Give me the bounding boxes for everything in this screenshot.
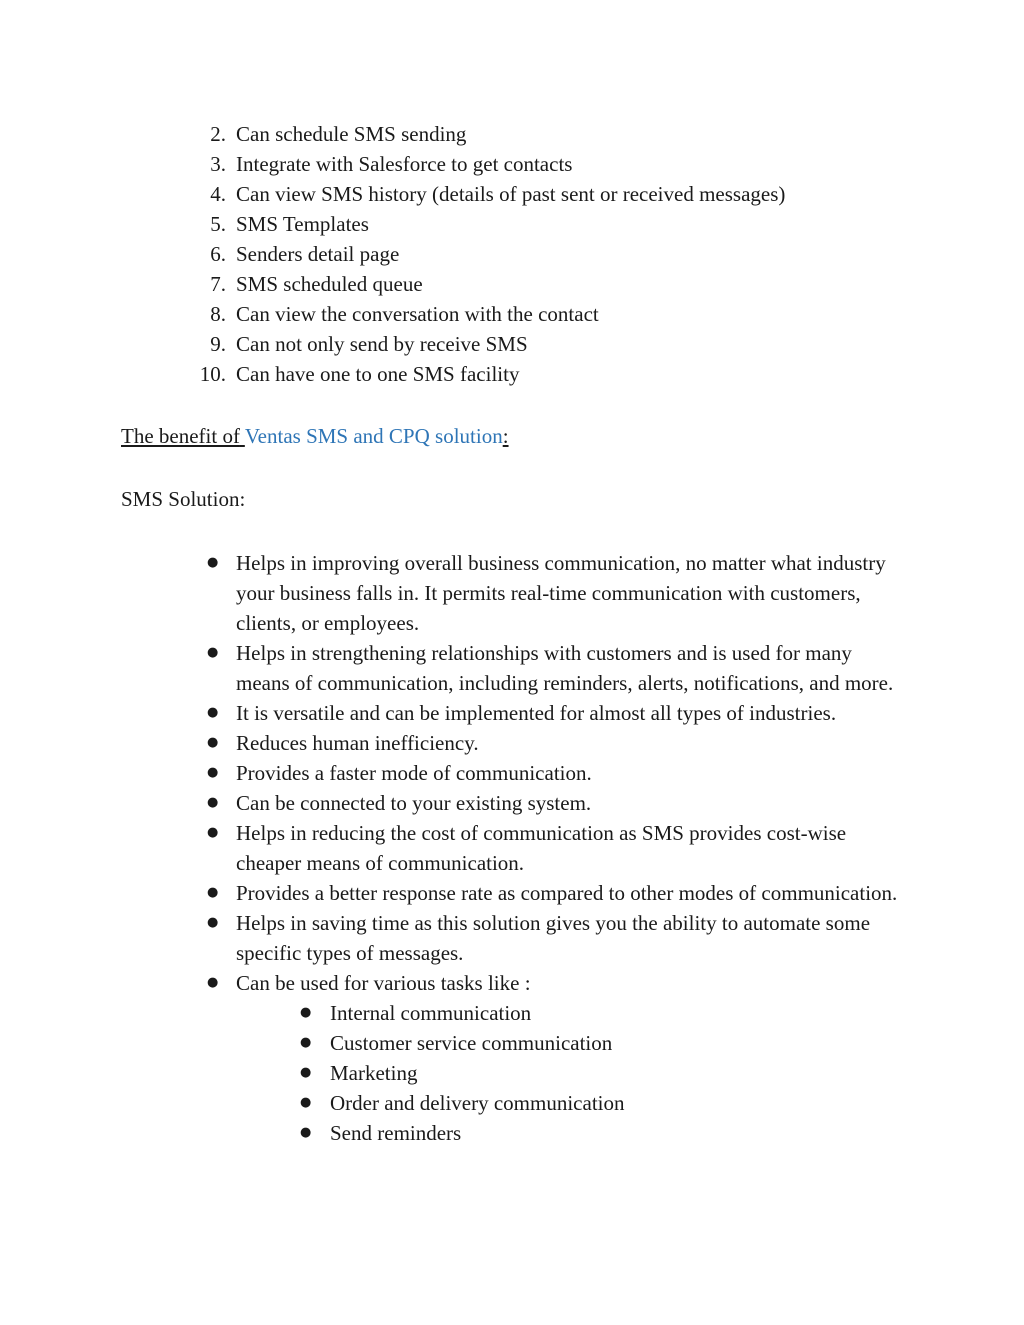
- bullet-icon: ●: [300, 1065, 312, 1080]
- list-item: [0, 149, 1024, 179]
- list-item-text: Helps in improving overall business communication, no matter what industry your business falls in. It permits real-time communication with customers, clients, or employees.: [236, 551, 886, 635]
- bullet-icon: ●: [207, 795, 219, 810]
- list-number: 9.: [210, 332, 226, 356]
- list-item: [0, 698, 1024, 728]
- list-number: 7.: [210, 272, 226, 296]
- list-item: [0, 968, 1024, 1148]
- bullet-icon: ●: [207, 885, 219, 900]
- list-item: [0, 119, 1024, 149]
- list-item-text: Senders detail page: [236, 242, 400, 266]
- bullet-icon: ●: [300, 1095, 312, 1110]
- list-item-text: Can be used for various tasks like :: [236, 971, 531, 995]
- list-item-text: Can not only send by receive SMS: [236, 332, 528, 356]
- list-item-text: Reduces human inefficiency.: [236, 731, 479, 755]
- list-item: [0, 239, 1024, 269]
- list-item: [0, 1088, 904, 1118]
- bullet-icon: ●: [300, 1005, 312, 1020]
- bullet-icon: ●: [207, 555, 219, 570]
- bullet-icon: ●: [300, 1035, 312, 1050]
- solution-link[interactable]: Ventas SMS and CPQ solution: [244, 424, 503, 448]
- bullet-icon: ●: [207, 735, 219, 750]
- list-item-text: Customer service communication: [330, 1031, 613, 1055]
- list-item: [0, 179, 1024, 209]
- list-item-text: Marketing: [330, 1061, 418, 1085]
- list-item-text: Helps in strengthening relationships with customers and is used for many means of communication, including reminders, alerts, notifications, and more.: [236, 641, 894, 695]
- bullet-icon: ●: [207, 765, 219, 780]
- list-item: [0, 269, 1024, 299]
- list-number: 5.: [210, 212, 226, 236]
- list-number: 3.: [210, 152, 226, 176]
- list-item: [0, 209, 1024, 239]
- list-number: 6.: [210, 242, 226, 266]
- list-item-text: Can be connected to your existing system.: [236, 791, 592, 815]
- list-item-text: Integrate with Salesforce to get contacts: [236, 152, 573, 176]
- benefit-heading: [121, 421, 509, 451]
- list-item-text: Order and delivery communication: [330, 1091, 625, 1115]
- list-item: [0, 638, 1024, 698]
- list-item-text: SMS Templates: [236, 212, 369, 236]
- list-number: 10.: [199, 362, 226, 386]
- list-item: [0, 299, 1024, 329]
- bullet-icon: ●: [207, 705, 219, 720]
- list-item: [0, 788, 1024, 818]
- list-item: [0, 329, 1024, 359]
- list-item-text: Can schedule SMS sending: [236, 122, 467, 146]
- list-item-text: Can have one to one SMS facility: [236, 362, 520, 386]
- list-item: [0, 998, 904, 1028]
- sms-solution-heading: SMS Solution:: [121, 487, 246, 511]
- list-item-text: Can view SMS history (details of past sent or received messages): [236, 182, 786, 206]
- list-item-text: Internal communication: [330, 1001, 532, 1025]
- task-list: [236, 998, 904, 1148]
- feature-list: [0, 119, 1024, 389]
- list-number: 8.: [210, 302, 226, 326]
- list-item-text: Helps in reducing the cost of communication as SMS provides cost-wise cheaper means of communication.: [236, 821, 847, 875]
- list-item: [0, 359, 1024, 389]
- list-item: [0, 818, 1024, 878]
- list-item-text: Helps in saving time as this solution gives you the ability to automate some specific types of messages.: [236, 911, 871, 965]
- list-number: 2.: [210, 122, 226, 146]
- list-item: [0, 758, 1024, 788]
- list-item-text: Can view the conversation with the contact: [236, 302, 599, 326]
- list-item: [0, 728, 1024, 758]
- list-item: [0, 1058, 904, 1088]
- benefit-list: [0, 548, 1024, 1148]
- list-item: [0, 1028, 904, 1058]
- list-item: [0, 908, 1024, 968]
- list-item: [0, 548, 1024, 638]
- bullet-icon: ●: [300, 1125, 312, 1140]
- bullet-icon: ●: [207, 975, 219, 990]
- bullet-icon: ●: [207, 915, 219, 930]
- list-item: [0, 878, 1024, 908]
- benefit-heading-suffix: :: [502, 424, 509, 448]
- list-item-text: Provides a faster mode of communication.: [236, 761, 592, 785]
- list-item-text: It is versatile and can be implemented for almost all types of industries.: [236, 701, 837, 725]
- list-number: 4.: [210, 182, 226, 206]
- list-item: [0, 1118, 904, 1148]
- bullet-icon: ●: [207, 645, 219, 660]
- list-item-text: Send reminders: [330, 1121, 462, 1145]
- benefit-heading-prefix: The benefit of: [121, 424, 240, 448]
- list-item-text: Provides a better response rate as compared to other modes of communication.: [236, 881, 898, 905]
- bullet-icon: ●: [207, 825, 219, 840]
- list-item-text: SMS scheduled queue: [236, 272, 423, 296]
